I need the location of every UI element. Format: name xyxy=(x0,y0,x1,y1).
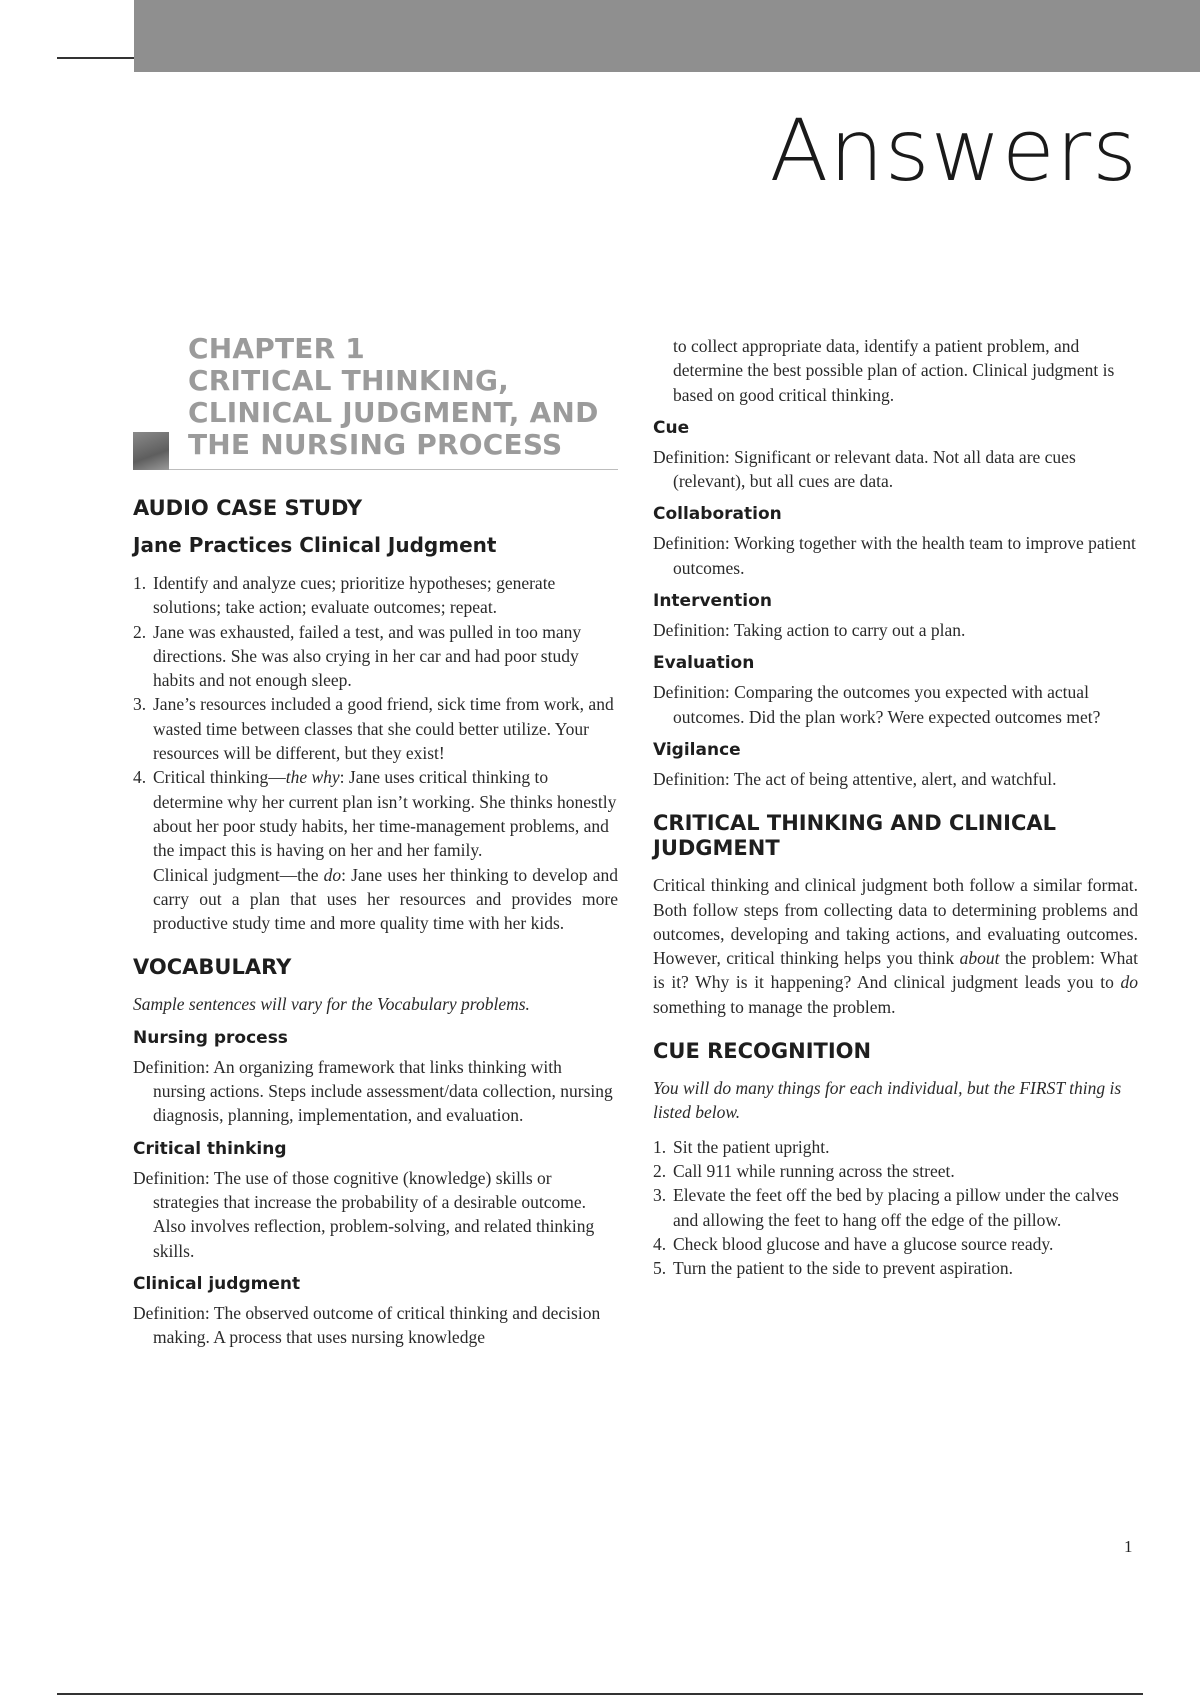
term-label: Evaluation xyxy=(653,653,755,674)
term-definition: Definition: Working together with the health team to improve patient outcomes. xyxy=(653,533,1136,578)
section-heading-critical-thinking-clinical-judgment: CRITICAL THINKING AND CLINICAL JUDGMENT xyxy=(653,811,1056,861)
term-label: Nursing process xyxy=(133,1027,288,1048)
item-text: Turn the patient to the side to prevent aspiration. xyxy=(673,1258,1014,1279)
header-band xyxy=(134,0,1200,72)
paragraph-emphasis: do xyxy=(1120,972,1138,993)
item-number: 3. xyxy=(133,694,147,715)
bottom-rule xyxy=(57,1693,1143,1695)
list-item xyxy=(133,620,618,693)
item-number: 1. xyxy=(133,573,147,593)
item-number: 4. xyxy=(133,767,147,788)
list-item xyxy=(133,765,618,935)
term-definition: Definition: The observed outcome of critical thinking and decision making. A process that uses nursing knowledge xyxy=(133,1302,601,1348)
term-label: Collaboration xyxy=(653,504,782,525)
vocabulary-term xyxy=(653,652,1138,729)
chapter-line: CHAPTER 1 xyxy=(188,332,365,365)
paragraph-text: something to manage the problem. xyxy=(653,996,896,1017)
term-definition: Definition: An organizing framework that links thinking with nursing actions. Steps include assessment/data collection, nursing diagnosis, planning, implementation, and evaluation. xyxy=(133,1056,613,1126)
chapter-marker-icon xyxy=(133,432,169,470)
term-label: Intervention xyxy=(653,591,772,612)
term-definition: Definition: Taking action to carry out a plan. xyxy=(653,620,966,641)
item-text: : Jane uses critical thinking to determine why her current plan isn’t working. She thinks honestly about her poor study habits, her time-management problems, and the impact this is having on her and her family. xyxy=(153,767,617,861)
cue-recognition-note: You will do many things for each individual, but the FIRST thing is listed below. xyxy=(653,1078,1122,1123)
right-column xyxy=(653,334,1138,1280)
vocabulary-term xyxy=(653,417,1138,494)
item-text: Jane was exhausted, failed a test, and was pulled in too many directions. She was also crying in her car and had poor study habits and not enough sleep. xyxy=(153,621,582,691)
item-text-emphasis: do xyxy=(323,864,342,885)
item-number: 2. xyxy=(653,1160,667,1181)
list-item xyxy=(133,692,618,765)
cue-recognition-answers xyxy=(653,1135,1138,1281)
ct-cj-paragraph xyxy=(653,873,1138,1019)
item-text-prefix: Critical thinking— xyxy=(153,767,286,788)
chapter-line: CLINICAL JUDGMENT, AND xyxy=(188,396,599,429)
item-paragraph xyxy=(153,863,618,936)
term-label: Clinical judgment xyxy=(133,1273,301,1294)
term-definition: Definition: The use of those cognitive (knowledge) skills or strategies that increase the probability of a desirable outcome. Also involves reflection, problem-solving, and related thinking skills. xyxy=(133,1167,595,1261)
vocabulary-term xyxy=(133,1273,618,1350)
term-definition: Definition: The act of being attentive, alert, and watchful. xyxy=(653,768,1057,789)
section-heading-audio-case-study: AUDIO CASE STUDY xyxy=(133,496,363,520)
vocabulary-term xyxy=(653,503,1138,580)
paragraph-text: Critical thinking and clinical judgment both follow a similar format. Both follow steps from collecting data to determining problems and outcomes, developing and taking actions, and evaluating outcomes. However, critical thinking helps you think xyxy=(653,875,1138,969)
item-number: 5. xyxy=(653,1258,667,1279)
item-text-prefix: Clinical judgment—the xyxy=(153,864,324,885)
chapter-heading xyxy=(133,333,618,470)
item-text: Jane’s resources included a good friend, sick time from work, and wasted time between classes that she could better utilize. Your resources will be different, but they exist! xyxy=(153,694,614,764)
item-number: 1. xyxy=(653,1136,667,1157)
item-text: Elevate the feet off the bed by placing a pillow under the calves and allowing the feet to hang off the edge of the pillow. xyxy=(673,1185,1119,1230)
list-item xyxy=(133,571,618,620)
item-text-emphasis: the why xyxy=(285,767,340,788)
list-item xyxy=(653,1256,1138,1280)
term-label: Cue xyxy=(653,417,690,438)
item-number: 2. xyxy=(133,621,147,642)
term-label: Critical thinking xyxy=(133,1138,287,1159)
term-definition: Definition: Significant or relevant data. Not all data are cues (relevant), but all cues are data. xyxy=(653,446,1076,492)
list-item xyxy=(653,1232,1138,1256)
term-definition: Definition: Comparing the outcomes you expected with actual outcomes. Did the plan work? Were expected outcomes met? xyxy=(653,682,1101,727)
vocabulary-term xyxy=(653,739,1138,791)
paragraph-emphasis: about xyxy=(959,948,1000,969)
vocabulary-term xyxy=(653,590,1138,642)
list-item xyxy=(653,1159,1138,1183)
item-text: Identify and analyze cues; prioritize hypotheses; generate solutions; take action; evaluate outcomes; repeat. xyxy=(153,573,556,618)
definition-continuation: to collect appropriate data, identify a patient problem, and determine the best possible plan of action. Clinical judgment is based on good critical thinking. xyxy=(673,336,1115,405)
list-item xyxy=(653,1183,1138,1232)
chapter-line: CRITICAL THINKING, xyxy=(188,364,510,397)
vocabulary-term xyxy=(133,1027,618,1128)
page-title: Answers xyxy=(769,101,1138,201)
page-number: 1 xyxy=(1124,1537,1133,1556)
vocabulary-note: Sample sentences will vary for the Vocabulary problems. xyxy=(133,994,530,1015)
term-label: Vigilance xyxy=(653,739,741,760)
item-number: 3. xyxy=(653,1185,667,1206)
left-column xyxy=(133,333,618,1349)
item-text: : Jane uses her thinking to develop and carry out a plan that uses her resources and provides more productive study time and more quality time with her kids. xyxy=(153,864,618,934)
item-number: 4. xyxy=(653,1233,667,1254)
vocabulary-term xyxy=(133,1138,618,1263)
list-item xyxy=(653,1135,1138,1159)
chapter-line: THE NURSING PROCESS xyxy=(188,428,563,461)
case-study-title: Jane Practices Clinical Judgment xyxy=(133,533,497,557)
case-study-answers xyxy=(133,571,618,935)
item-text: Sit the patient upright. xyxy=(673,1136,830,1157)
item-text: Call 911 while running across the street. xyxy=(673,1160,955,1181)
paragraph-text: the problem: What is it? Why is it happening? And clinical judgment leads you to xyxy=(653,948,1138,993)
section-heading-cue-recognition: CUE RECOGNITION xyxy=(653,1039,872,1064)
section-heading-vocabulary: VOCABULARY xyxy=(133,955,292,980)
item-text: Check blood glucose and have a glucose source ready. xyxy=(673,1233,1054,1254)
top-left-rule xyxy=(57,57,135,59)
